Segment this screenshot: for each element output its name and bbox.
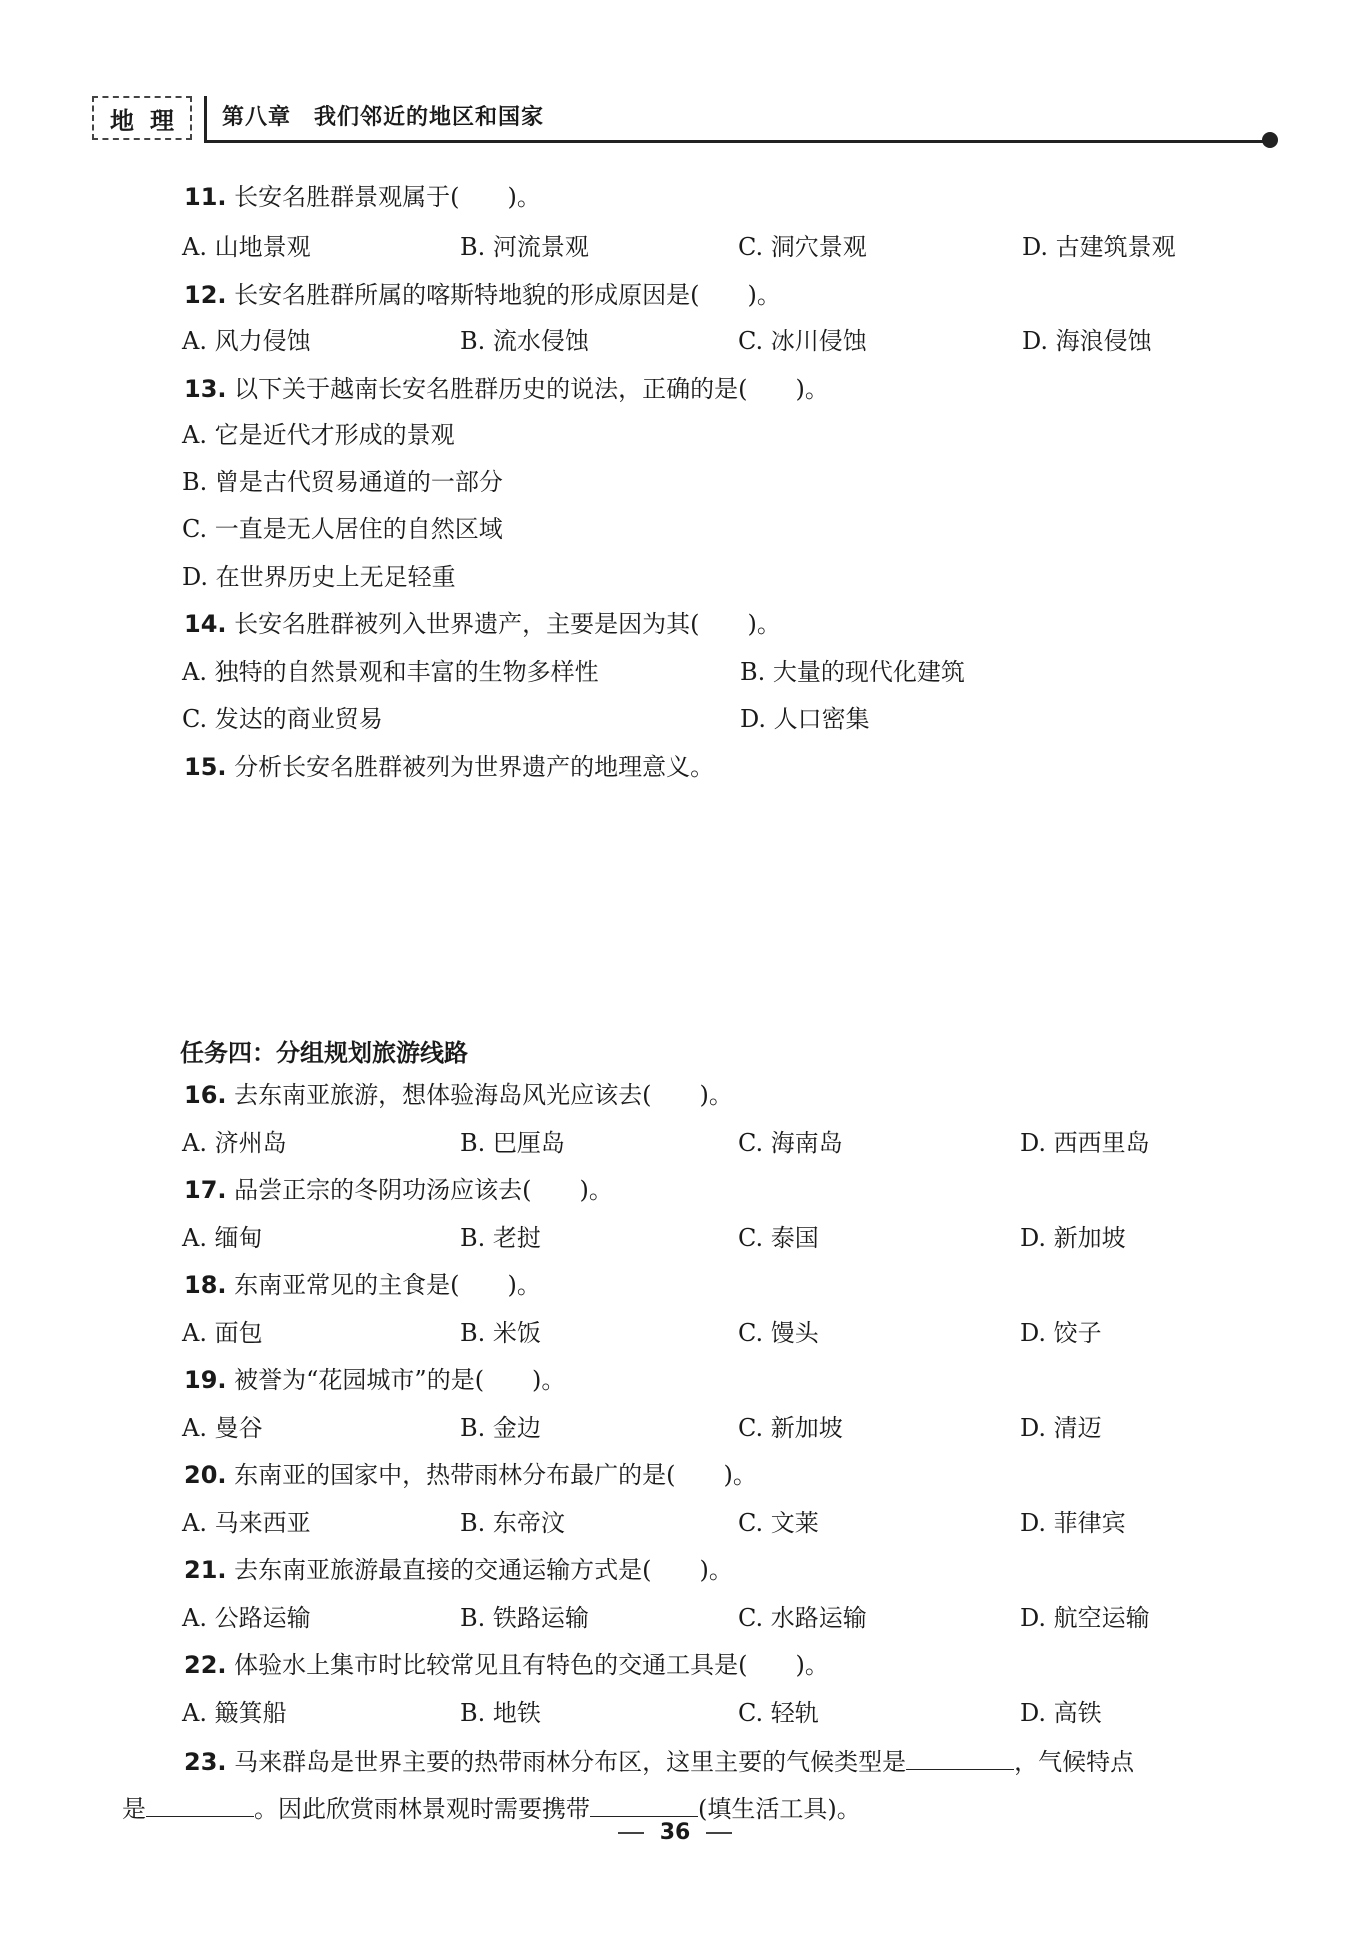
option-19-b: B. 金边 [460,1414,541,1442]
question-number: 23. [184,1748,227,1776]
question-13 [184,374,829,404]
answer-blank-climate-type[interactable] [906,1745,1014,1770]
footer-dash-left [618,1832,644,1834]
option-14-c: C. 发达的商业贸易 [182,705,383,733]
option-20-a: A. 马来西亚 [182,1509,311,1537]
question-text: (填生活工具)。 [698,1795,861,1823]
chapter-title: 第八章 我们邻近的地区和国家 [222,105,545,130]
option-21-d: D. 航空运输 [1020,1604,1150,1632]
option-12-c: C. 冰川侵蚀 [738,327,867,355]
question-text: 分析长安名胜群被列为世界遗产的地理意义。 [234,753,715,781]
subject-char-1: 地 [110,106,134,135]
option-18-c: C. 馒头 [738,1319,819,1347]
option-16-c: C. 海南岛 [738,1129,843,1157]
question-text: 被誉为“花园城市”的是( )。 [234,1366,566,1394]
question-15 [184,752,714,782]
footer-dash-right [706,1832,732,1834]
answer-blank-tool[interactable] [590,1792,698,1817]
option-11-d: D. 古建筑景观 [1022,233,1176,261]
option-16-d: D. 西西里岛 [1020,1129,1150,1157]
option-21-a: A. 公路运输 [182,1604,311,1632]
question-text: ，气候特点 [1014,1748,1135,1776]
subject-char-2: 理 [150,106,174,135]
answer-blank-climate-feature[interactable] [146,1792,254,1817]
question-text: 长安名胜群景观属于( )。 [234,183,541,211]
question-text: 马来群岛是世界主要的热带雨林分布区，这里主要的气候类型是 [234,1748,907,1776]
question-20 [184,1460,757,1490]
question-number: 16. [184,1081,227,1109]
question-text: 去东南亚旅游，想体验海岛风光应该去( )。 [234,1081,733,1109]
question-text: 东南亚常见的主食是( )。 [234,1271,541,1299]
question-number: 19. [184,1366,227,1394]
question-text: 。因此欣赏雨林景观时需要携带 [254,1795,590,1823]
option-14-d: D. 人口密集 [740,705,870,733]
option-11-b: B. 河流景观 [460,233,589,261]
header-rule [204,140,1270,143]
option-17-c: C. 泰国 [738,1224,819,1252]
option-16-a: A. 济州岛 [182,1129,287,1157]
option-13-c: C. 一直是无人居住的自然区域 [182,515,503,543]
option-21-c: C. 水路运输 [738,1604,867,1632]
question-text: 体验水上集市时比较常见且有特色的交通工具是( )。 [234,1651,829,1679]
question-text: 长安名胜群所属的喀斯特地貌的形成原因是( )。 [234,281,781,309]
question-14 [184,609,781,639]
header-divider [204,96,207,140]
question-number: 15. [184,753,227,781]
option-22-a: A. 簸箕船 [182,1699,287,1727]
question-number: 20. [184,1461,227,1489]
question-23 [184,1745,1134,1777]
option-20-b: B. 东帝汶 [460,1509,565,1537]
question-number: 17. [184,1176,227,1204]
option-12-b: B. 流水侵蚀 [460,327,589,355]
question-17 [184,1175,613,1205]
option-12-a: A. 风力侵蚀 [182,327,311,355]
question-number: 18. [184,1271,227,1299]
option-14-b: B. 大量的现代化建筑 [740,658,965,686]
option-19-c: C. 新加坡 [738,1414,843,1442]
option-19-d: D. 清迈 [1020,1414,1102,1442]
option-11-c: C. 洞穴景观 [738,233,867,261]
question-21 [184,1555,733,1585]
question-22 [184,1650,829,1680]
option-13-a: A. 它是近代才形成的景观 [182,421,455,449]
question-number: 21. [184,1556,227,1584]
option-18-a: A. 面包 [182,1319,263,1347]
question-12 [184,280,781,310]
option-11-a: A. 山地景观 [182,233,311,261]
question-text: 是 [122,1795,146,1823]
section-title: 任务四：分组规划旅游线路 [180,1039,468,1067]
option-16-b: B. 巴厘岛 [460,1129,565,1157]
subject-badge [92,96,192,140]
option-19-a: A. 曼谷 [182,1414,263,1442]
option-20-c: C. 文莱 [738,1509,819,1537]
question-text: 东南亚的国家中，热带雨林分布最广的是( )。 [234,1461,757,1489]
question-text: 品尝正宗的冬阴功汤应该去( )。 [234,1176,613,1204]
question-number: 13. [184,375,227,403]
option-22-b: B. 地铁 [460,1699,541,1727]
question-text: 去东南亚旅游最直接的交通运输方式是( )。 [234,1556,733,1584]
option-13-b: B. 曾是古代贸易通道的一部分 [182,468,503,496]
question-18 [184,1270,541,1300]
option-18-b: B. 米饭 [460,1319,541,1347]
page-footer [0,1820,1350,1845]
question-19 [184,1365,565,1395]
option-13-d: D. 在世界历史上无足轻重 [182,563,456,591]
page-header [92,96,1282,146]
question-number: 12. [184,281,227,309]
option-17-b: B. 老挝 [460,1224,541,1252]
question-number: 11. [184,183,227,211]
question-number: 22. [184,1651,227,1679]
question-number: 14. [184,610,227,638]
option-14-a: A. 独特的自然景观和丰富的生物多样性 [182,658,599,686]
option-17-d: D. 新加坡 [1020,1224,1126,1252]
option-18-d: D. 饺子 [1020,1319,1102,1347]
option-20-d: D. 菲律宾 [1020,1509,1126,1537]
header-dot-icon [1262,132,1278,148]
question-text: 以下关于越南长安名胜群历史的说法，正确的是( )。 [234,375,829,403]
question-11 [184,182,541,212]
page-number: 36 [659,1820,691,1845]
question-text: 长安名胜群被列入世界遗产，主要是因为其( )。 [234,610,781,638]
option-21-b: B. 铁路运输 [460,1604,589,1632]
option-22-c: C. 轻轨 [738,1699,819,1727]
question-16 [184,1080,733,1110]
option-12-d: D. 海浪侵蚀 [1022,327,1152,355]
option-22-d: D. 高铁 [1020,1699,1102,1727]
option-17-a: A. 缅甸 [182,1224,263,1252]
